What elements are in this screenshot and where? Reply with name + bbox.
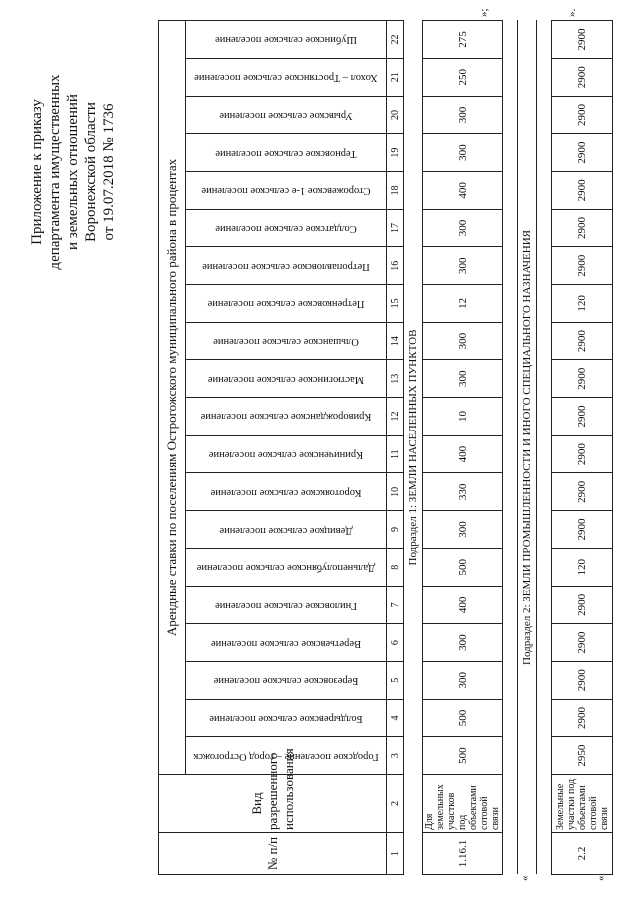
column-number: 19 xyxy=(387,134,404,172)
header-line: Приложение к приказу xyxy=(29,99,45,245)
table-row xyxy=(423,21,503,875)
rate-cell: 400 xyxy=(423,172,503,210)
col-no-header: № п/п xyxy=(159,833,387,875)
settlement-name: Петренковское сельское поселение xyxy=(207,298,365,310)
column-number: 9 xyxy=(387,511,404,549)
settlements-row xyxy=(186,21,387,875)
settlement-name: Терновское сельское поселение xyxy=(215,147,357,159)
settlement-header xyxy=(186,21,387,59)
settlement-header xyxy=(186,473,387,511)
rate-cell: 2900 xyxy=(552,21,613,59)
rate-cell: 120 xyxy=(552,548,613,586)
quote-open: « xyxy=(519,875,531,881)
settlement-name: Дальнеполубянское сельское поселение xyxy=(196,562,376,574)
rate-cell: 2900 xyxy=(552,96,613,134)
rate-cell: 400 xyxy=(423,435,503,473)
section-1-heading: Подраздел 1: ЗЕМЛИ НАСЕЛЕННЫХ ПУНКТОВ xyxy=(404,21,423,875)
order-header xyxy=(28,22,118,322)
column-number: 17 xyxy=(387,209,404,247)
rates-table xyxy=(158,20,613,875)
settlement-name: Коротоякское сельское поселение xyxy=(210,486,362,498)
rate-cell: 2900 xyxy=(552,398,613,436)
rate-cell: 2900 xyxy=(552,699,613,737)
settlement-header xyxy=(186,624,387,662)
rate-cell: 2900 xyxy=(552,661,613,699)
column-number: 16 xyxy=(387,247,404,285)
column-number: 22 xyxy=(387,21,404,59)
rate-cell: 300 xyxy=(423,661,503,699)
rate-cell: 300 xyxy=(423,624,503,662)
rate-cell: 300 xyxy=(423,247,503,285)
column-number: 13 xyxy=(387,360,404,398)
rate-cell: 400 xyxy=(423,586,503,624)
column-number: 1 xyxy=(387,833,404,875)
rate-cell: 120 xyxy=(552,285,613,323)
rate-cell: 2900 xyxy=(552,134,613,172)
column-numbers-row xyxy=(387,21,404,875)
rate-cell: 2900 xyxy=(552,172,613,210)
settlement-name: Шубинское сельское поселение xyxy=(215,34,357,46)
header-line: департамента имущественных xyxy=(47,74,63,270)
col-use-header: Вид разрешенного использования xyxy=(159,775,387,833)
settlement-name: Петропавловское сельское поселение xyxy=(202,260,370,272)
settlement-name: Ольшанское сельское поселение xyxy=(213,336,359,348)
rate-cell: 500 xyxy=(423,737,503,775)
column-number: 6 xyxy=(387,624,404,662)
land-use-cell: Земельные участки под объектами сотовой связи xyxy=(552,775,613,833)
land-use-cell: Для земельных участков под объектами сотовой связи xyxy=(423,775,503,833)
settlement-header xyxy=(186,435,387,473)
settlement-name: Урывское сельское поселение xyxy=(219,109,353,121)
column-number: 8 xyxy=(387,548,404,586)
rate-cell: 300 xyxy=(423,322,503,360)
settlement-name: Болдыревское сельское поселение xyxy=(209,712,363,724)
quote-close-end: ». xyxy=(566,8,578,17)
settlement-header xyxy=(186,586,387,624)
settlement-name: Мастюгинское сельское поселение xyxy=(207,373,365,385)
header-line: Воронежской области xyxy=(83,102,99,242)
rate-cell: 2900 xyxy=(552,624,613,662)
settlement-header xyxy=(186,398,387,436)
rate-cell: 2900 xyxy=(552,209,613,247)
rate-cell: 2900 xyxy=(552,473,613,511)
column-number: 4 xyxy=(387,699,404,737)
rate-cell: 2900 xyxy=(552,322,613,360)
settlement-header xyxy=(186,661,387,699)
settlement-name: Солдатское сельское поселение xyxy=(215,223,357,235)
settlement-name: Городское поселение – город Острогожск xyxy=(193,750,379,762)
rate-cell: 275 xyxy=(423,21,503,59)
column-number: 11 xyxy=(387,435,404,473)
column-number: 20 xyxy=(387,96,404,134)
settlement-header xyxy=(186,58,387,96)
column-number: 5 xyxy=(387,661,404,699)
rate-cell: 2900 xyxy=(552,360,613,398)
column-number: 7 xyxy=(387,586,404,624)
column-number: 12 xyxy=(387,398,404,436)
column-number: 3 xyxy=(387,737,404,775)
header-line: и земельных отношений xyxy=(65,94,81,250)
settlement-name: Сторожевское 1-е сельское поселение xyxy=(201,185,371,197)
settlement-name: Криворожданское сельское поселение xyxy=(200,411,372,423)
rate-cell: 250 xyxy=(423,58,503,96)
column-number: 15 xyxy=(387,285,404,323)
settlement-header xyxy=(186,322,387,360)
spacer xyxy=(537,21,552,875)
rate-cell: 300 xyxy=(423,96,503,134)
settlement-name: Девицкое сельское поселение xyxy=(219,524,353,536)
spacer xyxy=(503,21,518,875)
rate-cell: 2950 xyxy=(552,737,613,775)
settlement-name: Березовское сельское поселение xyxy=(213,675,359,687)
rate-cell: 2900 xyxy=(552,511,613,549)
rate-cell: 500 xyxy=(423,699,503,737)
column-number: 21 xyxy=(387,58,404,96)
column-number: 14 xyxy=(387,322,404,360)
row-number: 1.16.1 xyxy=(423,833,503,875)
settlement-header xyxy=(186,247,387,285)
settlement-name: Криниченское сельское поселение xyxy=(208,449,364,461)
settlement-name: Веретьевское сельское поселение xyxy=(210,637,362,649)
table-title: Арендные ставки по поселениям Острогожского муниципального района в процентах xyxy=(159,21,186,775)
settlement-name: Хохол – Тростянское сельское поселение xyxy=(194,72,378,84)
settlement-header xyxy=(186,737,387,775)
rate-cell: 500 xyxy=(423,548,503,586)
settlement-header xyxy=(186,172,387,210)
rate-cell: 2900 xyxy=(552,586,613,624)
settlement-header xyxy=(186,285,387,323)
settlement-name: Гниловское сельское поселение xyxy=(215,599,357,611)
column-number: 18 xyxy=(387,172,404,210)
rate-cell: 330 xyxy=(423,473,503,511)
header-line: от 19.07.2018 № 1736 xyxy=(101,103,117,241)
rate-cell: 10 xyxy=(423,398,503,436)
rate-cell: 2900 xyxy=(552,247,613,285)
settlement-header xyxy=(186,511,387,549)
rate-cell: 2900 xyxy=(552,435,613,473)
rate-cell: 300 xyxy=(423,511,503,549)
column-number: 2 xyxy=(387,775,404,833)
rate-cell: 300 xyxy=(423,209,503,247)
section-2-heading: Подраздел 2: ЗЕМЛИ ПРОМЫШЛЕННОСТИ И ИНОГО СПЕЦИАЛЬНОГО НАЗНАЧЕНИЯ xyxy=(518,21,537,875)
quote-open: « xyxy=(595,875,607,881)
rate-cell: 2900 xyxy=(552,58,613,96)
rate-cell: 12 xyxy=(423,285,503,323)
column-number: 10 xyxy=(387,473,404,511)
table-row xyxy=(552,21,613,875)
settlement-header xyxy=(186,96,387,134)
settlement-header xyxy=(186,134,387,172)
rate-cell: 300 xyxy=(423,360,503,398)
settlement-header xyxy=(186,209,387,247)
quote-close: »; xyxy=(478,8,490,17)
settlement-header xyxy=(186,699,387,737)
settlement-header xyxy=(186,548,387,586)
rate-cell: 300 xyxy=(423,134,503,172)
row-number: 2.2 xyxy=(552,833,613,875)
settlement-header xyxy=(186,360,387,398)
